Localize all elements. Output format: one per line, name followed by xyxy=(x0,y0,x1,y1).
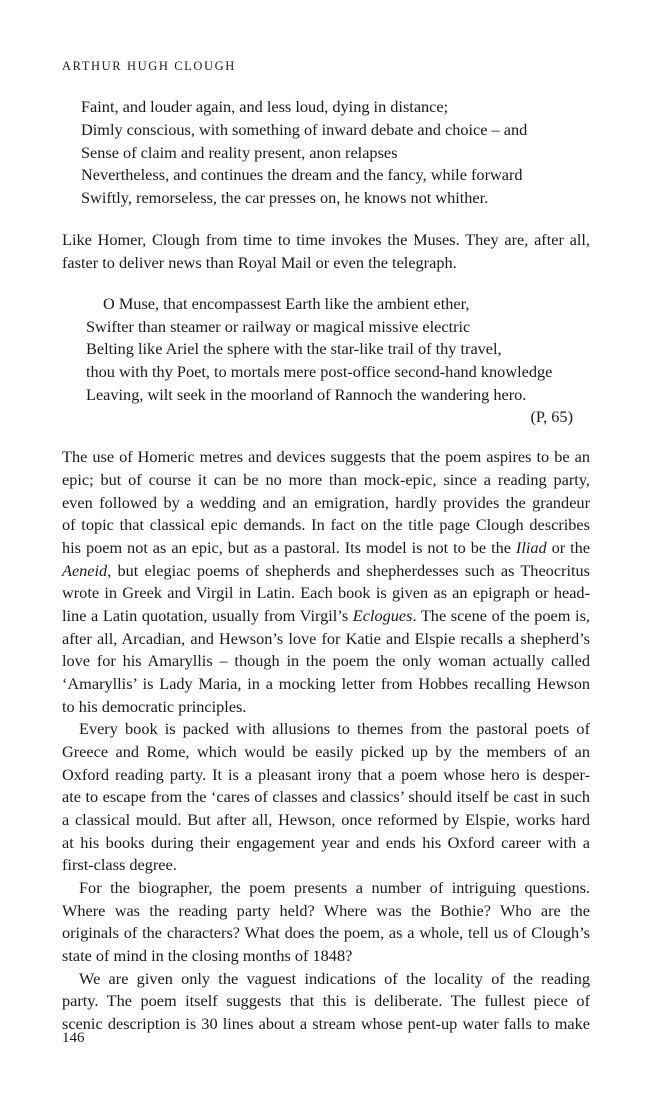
text-line: at his books during their engagement year and ends his Oxford career with a xyxy=(62,833,590,852)
verse-line: Belting like Ariel the sphere with the star-like trail of thy travel, xyxy=(86,339,502,358)
text-line: faster to deliver news than Royal Mail or even the telegraph. xyxy=(62,253,457,272)
text-line: state of mind in the closing months of 1848? xyxy=(62,946,353,965)
text-line: to his democratic principles. xyxy=(62,697,247,716)
verse-line: Sense of claim and reality present, anon relapses xyxy=(81,143,398,162)
text-line: Oxford reading party. It is a pleasant irony that a poem whose hero is desper- xyxy=(62,765,590,784)
verse-line: Faint, and louder again, and less loud, dying in distance; xyxy=(81,97,449,116)
verse-line: Leaving, wilt seek in the moorland of Rannoch the wandering hero. xyxy=(86,385,527,404)
text-line: Aeneid, but elegiac poems of shepherds and shepherdesses such as Theocritus xyxy=(62,561,590,580)
text-line: party. The poem itself suggests that this is deliberate. The fullest piece of xyxy=(62,991,590,1010)
text-line: The use of Homeric metres and devices suggests that the poem aspires to be an xyxy=(62,447,590,466)
text-line: a classical mould. But after all, Hewson, once reformed by Elspie, works hard xyxy=(62,810,590,829)
text-line: Every book is packed with allusions to themes from the pastoral poets of xyxy=(79,719,590,738)
verse-line: Swifter than steamer or railway or magical missive electric xyxy=(86,317,471,336)
text-line: of topic that classical epic demands. In fact on the title page Clough describes xyxy=(62,515,590,534)
verse-line: thou with thy Poet, to mortals mere post-office second-hand knowledge xyxy=(86,362,553,381)
text-line: ate to escape from the ‘cares of classes and classics’ should itself be cast in such xyxy=(62,787,590,806)
text-line: ‘Amaryllis’ is Lady Maria, in a mocking letter from Hobbes recalling Hewson xyxy=(62,674,590,693)
text-line: after all, Arcadian, and Hewson’s love for Katie and Elspie recalls a shepherd’s xyxy=(62,629,590,648)
quotation-citation: (P, 65) xyxy=(530,407,573,426)
text-line: wrote in Greek and Virgil in Latin. Each book is given as an epigraph or head- xyxy=(62,583,590,602)
verse-line: O Muse, that encompassest Earth like the ambient ether, xyxy=(103,294,470,313)
text-line: line a Latin quotation, usually from Virgil’s Eclogues. The scene of the poem is, xyxy=(62,606,590,625)
text-line: originals of the characters? What does the poem, as a whole, tell us of Clough’s xyxy=(62,923,590,942)
page-number: 146 xyxy=(62,1030,85,1046)
text-line: Greece and Rome, which would be easily picked up by the members of an xyxy=(62,742,590,761)
verse-line: Nevertheless, and continues the dream and the fancy, while forward xyxy=(81,165,523,184)
text-line: epic; but of course it can be no more than mock-epic, since a reading party, xyxy=(62,470,590,489)
text-line: first-class degree. xyxy=(62,855,177,874)
running-head: ARTHUR HUGH CLOUGH xyxy=(62,59,236,73)
text-line: For the biographer, the poem presents a number of intriguing questions. xyxy=(79,878,590,897)
verse-line: Swiftly, remorseless, the car presses on, he knows not whither. xyxy=(81,188,489,207)
text-line: his poem not as an epic, but as a pastoral. Its model is not to be the Iliad or the xyxy=(62,538,590,557)
text-line: scenic description is 30 lines about a stream whose pent-up water falls to make xyxy=(62,1014,590,1033)
text-line: even followed by a wedding and an emigration, hardly provides the grandeur xyxy=(62,493,590,512)
text-line: Like Homer, Clough from time to time invokes the Muses. They are, after all, xyxy=(62,230,590,249)
text-line: Where was the reading party held? Where was the Bothie? Who are the xyxy=(62,901,590,920)
text-line: love for his Amaryllis – though in the poem the only woman actually called xyxy=(62,651,590,670)
verse-line: Dimly conscious, with something of inward debate and choice – and xyxy=(81,120,528,139)
text-line: We are given only the vaguest indications of the locality of the reading xyxy=(79,969,590,988)
